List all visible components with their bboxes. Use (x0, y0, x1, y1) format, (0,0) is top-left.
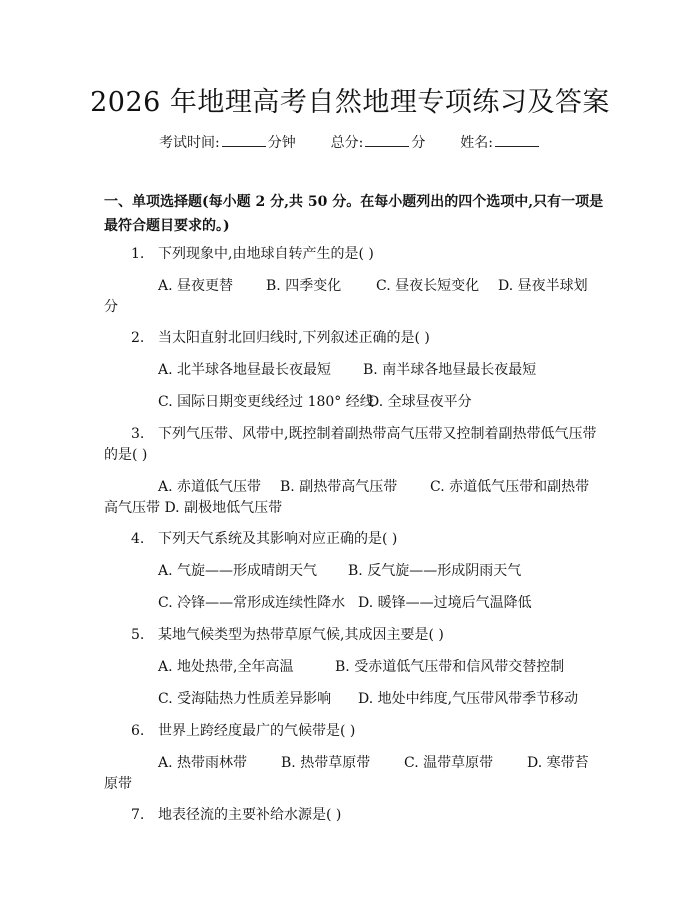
option-d: D. 暖锋——过境后气温降低 (358, 595, 532, 611)
question-3-options (158, 478, 589, 496)
option-b: B. 副热带高气压带 (280, 479, 398, 495)
option-c: C. 赤道低气压带和副热带 (430, 479, 590, 495)
question-6-stem (131, 722, 355, 740)
option-d: D. 昼夜半球划 (498, 278, 588, 294)
option-d: D. 地处中纬度,气压带风带季节移动 (358, 691, 579, 707)
question-4-options-row1 (158, 562, 521, 580)
question-text: 下列现象中,由地球自转产生的是( ) (158, 246, 374, 262)
question-6-options (158, 754, 589, 772)
score-label: 总分: (330, 135, 364, 151)
option-a: A. 赤道低气压带 (158, 479, 262, 495)
option-d: D. 寒带苔 (527, 755, 589, 771)
time-blank (222, 134, 266, 147)
option-b: B. 南半球各地昼最长夜最短 (363, 362, 537, 378)
option-a: A. 气旋——形成晴朗天气 (158, 563, 318, 579)
name-label: 姓名: (460, 135, 493, 151)
page-title: 2026 年地理高考自然地理专项练习及答案 (90, 87, 610, 118)
option-c: C. 昼夜长短变化 (376, 278, 480, 294)
question-text: 地表径流的主要补给水源是( ) (158, 807, 342, 823)
question-1-options (158, 277, 588, 295)
question-1-stem (131, 245, 374, 263)
time-unit: 分钟 (267, 135, 296, 151)
question-text: 世界上跨经度最广的气候带是( ) (158, 723, 356, 739)
question-6-wrap: 原带 (104, 776, 132, 792)
option-c: C. 受海陆热力性质差异影响 (158, 691, 332, 707)
question-3-stem-wrap: 的是( ) (104, 447, 148, 463)
question-2-options-row1 (158, 361, 536, 379)
name-blank (495, 134, 539, 147)
time-label: 考试时间: (159, 135, 220, 151)
question-2-stem (131, 329, 430, 347)
question-number: 7. (131, 807, 145, 823)
option-b: B. 受赤道低气压带和信风带交替控制 (335, 659, 565, 675)
question-number: 2. (131, 330, 145, 346)
option-b: B. 四季变化 (266, 278, 342, 294)
question-number: 6. (131, 723, 145, 739)
question-number: 1. (131, 246, 145, 262)
question-text: 下列气压带、风带中,既控制着副热带高气压带又控制着副热带低气压带 (158, 426, 597, 442)
question-7-stem (131, 806, 341, 824)
question-number: 3. (131, 426, 145, 442)
option-c: C. 国际日期变更线经过 180° 经线 (158, 394, 374, 410)
option-c: C. 冷锋——常形成连续性降水 (158, 595, 346, 611)
question-text: 下列天气系统及其影响对应正确的是( ) (158, 531, 398, 547)
question-5-options-row1 (158, 658, 564, 676)
score-unit: 分 (411, 135, 426, 151)
question-text: 当太阳直射北回归线时,下列叙述正确的是( ) (158, 330, 430, 346)
question-5-options-row2 (158, 690, 578, 708)
option-b: B. 反气旋——形成阴雨天气 (348, 563, 522, 579)
question-3-stem (131, 425, 596, 443)
option-c: C. 温带草原带 (404, 755, 494, 771)
score-blank (365, 134, 409, 147)
question-3-wrap: 高气压带 D. 副极地低气压带 (104, 500, 283, 516)
question-number: 4. (131, 531, 145, 547)
option-a: A. 北半球各地昼最长夜最短 (158, 362, 332, 378)
question-4-options-row2 (158, 594, 532, 612)
question-2-options-row2 (158, 393, 472, 411)
option-a: A. 昼夜更替 (158, 278, 234, 294)
exam-meta (0, 132, 700, 152)
question-number: 5. (131, 627, 145, 643)
option-d: D. 全球昼夜平分 (368, 394, 472, 410)
question-5-stem (131, 626, 444, 644)
section-heading: 一、单项选择题(每小题 2 分,共 50 分。在每小题列出的四个选项中,只有一项是最符合题目要求的。) (104, 194, 604, 234)
option-a: A. 热带雨林带 (158, 755, 248, 771)
question-4-stem (131, 530, 397, 548)
question-text: 某地气候类型为热带草原气候,其成因主要是( ) (158, 627, 444, 643)
question-1-wrap: 分 (104, 299, 118, 315)
option-b: B. 热带草原带 (281, 755, 371, 771)
option-a: A. 地处热带,全年高温 (158, 659, 294, 675)
